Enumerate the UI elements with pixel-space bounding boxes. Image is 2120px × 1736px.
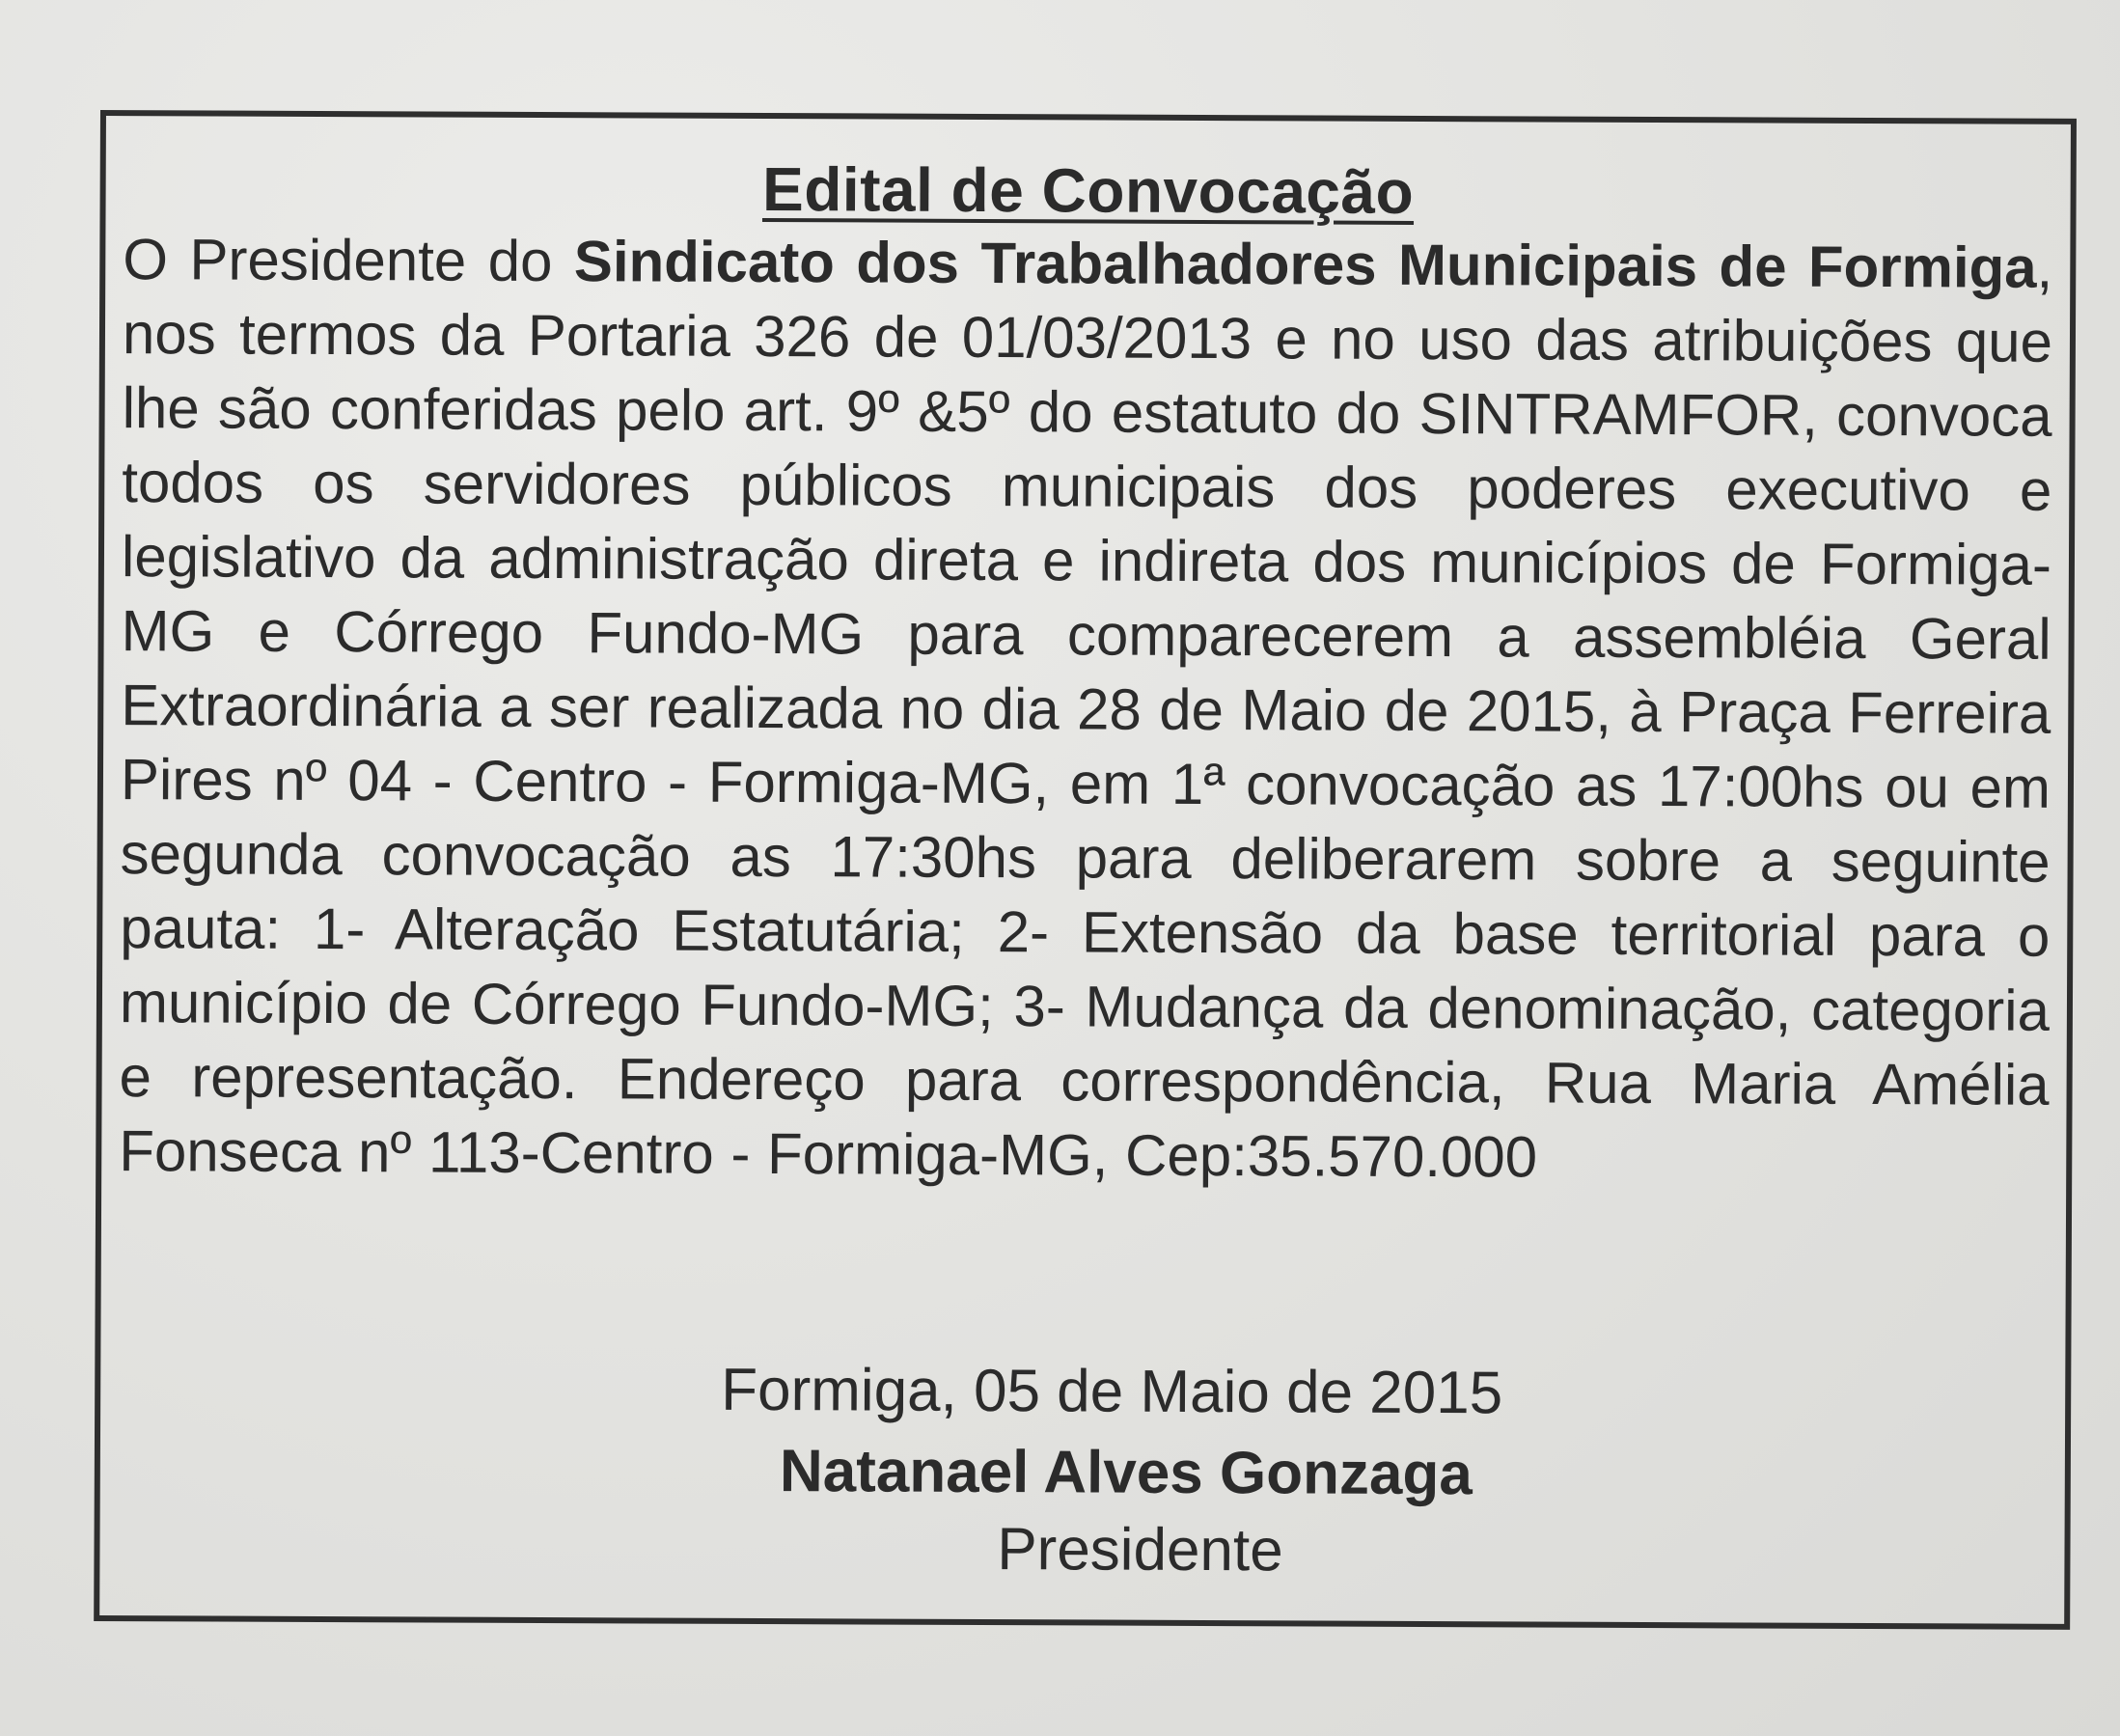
signer-role: Presidente [997,1516,1283,1584]
organization-name: Sindicato dos Trabalhadores Municipais de Formiga [573,229,2037,300]
notice-box [94,110,2077,1630]
notice-body-text: , nos termos da Portaria 326 de 01/03/2013 e no uso das atribuições que lhe são conferidas pelo art. 9º &5º do estatuto do SINTRAMFOR, convoca todos os servidores públicos municipais dos poderes executivo e legislativo da administração direta e indireta dos municípios de Formiga-MG e Córrego Fundo-MG para comparecerem a assembléia Geral Extraordinária a ser realizada no dia 28 de Maio de 2015, à Praça Ferreira Pires nº 04 - Centro - Formiga-MG, em 1ª convocação as 17:00hs ou em segunda convocação as 17:30hs para deliberarem sobre a seguinte pauta: 1- Alteração Estatutária; 2- Extensão da base territorial para o município de Córrego Fundo-MG; 3- Mudança da denominação, categoria e representação. Endereço para correspondência, Rua Maria Amélia Fonseca nº 113-Centro - Formiga-MG, Cep:35.570.000 [119,234,2053,1190]
notice-title-text: Edital de Convocação [761,153,1415,227]
notice-body [119,222,2052,1197]
date-line: Formiga, 05 de Maio de 2015 [721,1356,1503,1427]
signer-name: Natanael Alves Gonzaga [779,1438,1473,1508]
notice-title [105,151,2070,231]
notice-intro: O Presidente do [123,227,575,294]
